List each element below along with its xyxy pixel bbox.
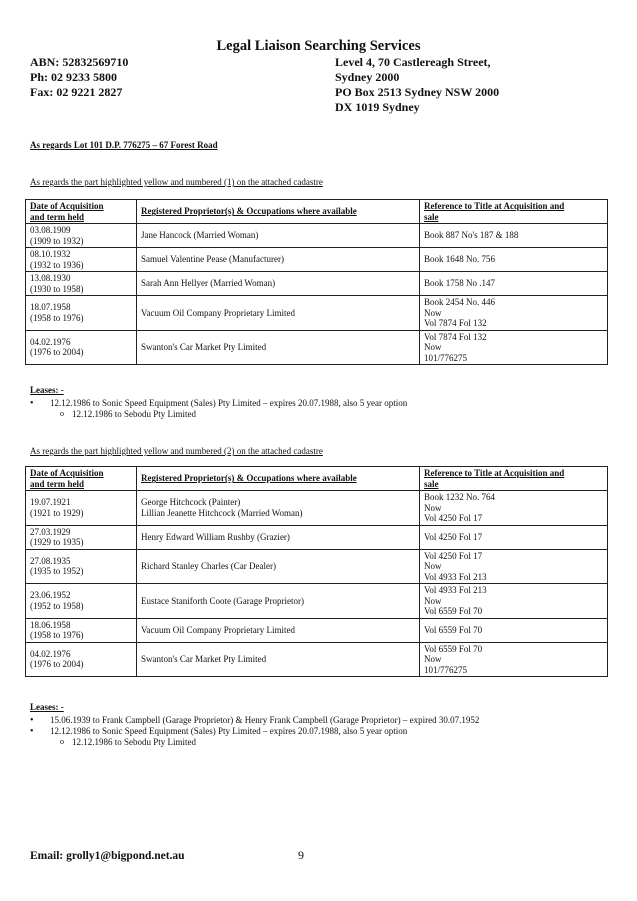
acquisition-date-cell [26, 224, 137, 248]
table-row [26, 525, 608, 549]
section1-heading: As regards the part highlighted yellow and numbered (1) on the attached cadastre [30, 177, 323, 187]
title-reference: Vol 6559 Fol 70 [424, 643, 483, 654]
address-line: DX 1019 Sydney [335, 100, 420, 114]
proprietor-cell [137, 296, 420, 331]
acquisition-date-cell [26, 618, 137, 642]
footer-email: Email: grolly1@bigpond.net.au [30, 850, 185, 862]
header-text: Date of Acquisition [30, 468, 104, 478]
table-row [26, 248, 608, 272]
header-text: sale [424, 478, 439, 489]
section1-title-table [25, 199, 608, 365]
term-held: (1929 to 1935) [30, 537, 84, 547]
section1-table-body [26, 224, 608, 365]
term-held: (1932 to 1936) [30, 259, 84, 270]
table-row [26, 330, 608, 365]
proprietor-name: Swanton's Car Market Pty Limited [141, 654, 267, 664]
acquisition-date: 19.07.1921 [30, 497, 71, 508]
title-reference: Vol 4933 Fol 213 [424, 571, 487, 582]
title-reference-cell [420, 330, 608, 365]
title-reference-cell [420, 618, 608, 642]
acquisition-date-cell [26, 584, 137, 619]
company-title: Legal Liaison Searching Services [216, 38, 421, 54]
lease-item: o 12.12.1986 to Sebodu Pty Limited [30, 737, 610, 748]
acquisition-date: 27.03.1929 [30, 526, 71, 537]
proprietor-name: Eustace Staniforth Coote (Garage Proprietor) [141, 595, 304, 606]
proprietor-name: Lillian Jeanette Hitchcock (Married Woman) [141, 507, 303, 518]
title-reference: Vol 4250 Fol 17 [424, 550, 483, 561]
proprietor-cell [137, 549, 420, 584]
date-column-header [26, 467, 137, 491]
title-reference: Vol 4250 Fol 17 [424, 513, 483, 523]
term-held: (1958 to 1976) [30, 312, 84, 323]
title-reference: Now [424, 561, 442, 571]
address-line: PO Box 2513 Sydney NSW 2000 [335, 85, 500, 99]
table-row [26, 618, 608, 642]
title-reference-cell [420, 549, 608, 584]
proprietor-column-header: Registered Proprietor(s) & Occupations where available [137, 200, 420, 224]
proprietor-cell [137, 248, 420, 272]
section2-leases-heading: Leases: - [30, 702, 64, 712]
acquisition-date-cell [26, 491, 137, 526]
title-reference: Now [424, 342, 442, 352]
page-number: 9 [298, 848, 304, 862]
title-reference: Book 2454 No. 446 [424, 297, 496, 307]
title-reference-cell [420, 525, 608, 549]
proprietor-cell [137, 642, 420, 677]
lease-item: • 15.06.1939 to Frank Campbell (Garage Proprietor) & Henry Frank Campbell (Garage Proprietor) – expired 30.07.1952 [30, 715, 610, 726]
table-header-row [26, 467, 608, 491]
proprietor-cell [137, 491, 420, 526]
title-reference-cell [420, 491, 608, 526]
acquisition-date-cell [26, 296, 137, 331]
title-reference-cell [420, 296, 608, 331]
title-reference: Vol 6559 Fol 70 [424, 606, 483, 616]
term-held: (1921 to 1929) [30, 507, 84, 518]
title-reference: Vol 4250 Fol 17 [424, 531, 483, 542]
proprietor-name: George Hitchcock (Painter) [141, 497, 241, 508]
reference-column-header [420, 467, 608, 491]
title-reference: Book 1648 No. 756 [424, 254, 496, 265]
acquisition-date: 13.08.1930 [30, 273, 71, 283]
acquisition-date-cell [26, 549, 137, 584]
header-text: sale [424, 211, 439, 222]
proprietor-name: Samuel Valentine Pease (Manufacturer) [141, 254, 285, 265]
header-text: Reference to Title at Acquisition and [424, 201, 565, 211]
acquisition-date-cell [26, 330, 137, 365]
title-reference-cell [420, 272, 608, 296]
proprietor-name: Vacuum Oil Company Proprietary Limited [141, 624, 295, 635]
table-row [26, 584, 608, 619]
acquisition-date: 27.08.1935 [30, 555, 71, 566]
acquisition-date-cell [26, 272, 137, 296]
section1-leases-heading: Leases: - [30, 385, 64, 395]
title-reference: Book 887 No's 187 & 188 [424, 230, 519, 241]
table-row [26, 224, 608, 248]
proprietor-cell [137, 224, 420, 248]
title-reference: Book 1232 No. 764 [424, 492, 496, 502]
proprietor-cell [137, 584, 420, 619]
acquisition-date: 23.06.1952 [30, 590, 71, 601]
title-reference-cell [420, 248, 608, 272]
acquisition-date: 04.02.1976 [30, 648, 71, 659]
title-reference: Vol 6559 Fol 70 [424, 624, 483, 635]
section2-table-body [26, 491, 608, 677]
term-held: (1976 to 2004) [30, 659, 84, 670]
date-column-header [26, 200, 137, 224]
proprietor-cell [137, 618, 420, 642]
title-reference: Vol 7874 Fol 132 [424, 318, 487, 328]
header-text: Reference to Title at Acquisition and [424, 468, 565, 478]
proprietor-cell [137, 272, 420, 296]
lease-item: o 12.12.1986 to Sebodu Pty Limited [30, 409, 610, 420]
term-held: (1958 to 1976) [30, 630, 84, 640]
title-reference: Book 1758 No .147 [424, 278, 496, 289]
title-reference: Now [424, 654, 442, 664]
title-reference-cell [420, 224, 608, 248]
title-reference: Now [424, 502, 442, 513]
proprietor-cell [137, 330, 420, 365]
title-reference: Now [424, 595, 442, 606]
acquisition-date: 08.10.1932 [30, 249, 71, 259]
section2-title-table [25, 466, 608, 677]
header-text: and term held [30, 211, 84, 222]
fax-line: Fax: 02 9221 2827 [30, 85, 123, 99]
term-held: (1930 to 1958) [30, 283, 84, 294]
proprietor-name: Henry Edward William Rushby (Grazier) [141, 531, 290, 542]
acquisition-date-cell [26, 642, 137, 677]
proprietor-name: Jane Hancock (Married Woman) [141, 230, 259, 241]
acquisition-date: 03.08.1909 [30, 225, 71, 235]
table-row [26, 549, 608, 584]
proprietor-cell [137, 525, 420, 549]
table-header-row [26, 200, 608, 224]
proprietor-name: Swanton's Car Market Pty Limited [141, 342, 267, 352]
acquisition-date-cell [26, 248, 137, 272]
section2-leases-list [30, 715, 610, 748]
term-held: (1952 to 1958) [30, 600, 84, 611]
proprietor-name: Vacuum Oil Company Proprietary Limited [141, 307, 295, 318]
title-reference-cell [420, 584, 608, 619]
acquisition-date-cell [26, 525, 137, 549]
address-line: Sydney 2000 [335, 70, 400, 84]
title-reference: 101/776275 [424, 664, 468, 675]
term-held: (1976 to 2004) [30, 347, 84, 358]
reference-column-header [420, 200, 608, 224]
header-text: Date of Acquisition [30, 201, 104, 211]
table-row [26, 272, 608, 296]
title-reference: Now [424, 307, 442, 318]
lease-item: • 12.12.1986 to Sonic Speed Equipment (Sales) Pty Limited – expires 20.07.1988, also 5 year option [30, 726, 610, 737]
term-held: (1909 to 1932) [30, 235, 84, 246]
acquisition-date: 18.06.1958 [30, 619, 71, 630]
title-reference: Vol 7874 Fol 132 [424, 331, 487, 342]
address-line: Level 4, 70 Castlereagh Street, [335, 55, 491, 69]
proprietor-column-header: Registered Proprietor(s) & Occupations where available [137, 467, 420, 491]
phone-line: Ph: 02 9233 5800 [30, 70, 117, 84]
section2-heading: As regards the part highlighted yellow and numbered (2) on the attached cadastre [30, 446, 323, 456]
proprietor-name: Richard Stanley Charles (Car Dealer) [141, 561, 276, 571]
title-reference-cell [420, 642, 608, 677]
title-reference: Vol 4933 Fol 213 [424, 585, 487, 595]
section1-leases-list [30, 398, 610, 420]
table-row [26, 491, 608, 526]
term-held: (1935 to 1952) [30, 566, 84, 577]
address-details [335, 55, 499, 115]
lease-item: • 12.12.1986 to Sonic Speed Equipment (Sales) Pty Limited – expires 20.07.1988, also 5 year option [30, 398, 610, 409]
contact-details [30, 55, 128, 100]
title-reference: 101/776275 [424, 352, 468, 363]
acquisition-date: 04.02.1976 [30, 336, 71, 347]
table-row [26, 296, 608, 331]
abn-line: ABN: 52832569710 [30, 55, 129, 69]
acquisition-date: 18.07.1958 [30, 302, 71, 313]
header-text: and term held [30, 478, 84, 489]
table-row [26, 642, 608, 677]
lot-heading: As regards Lot 101 D.P. 776275 – 67 Forest Road [30, 140, 218, 150]
proprietor-name: Sarah Ann Hellyer (Married Woman) [141, 278, 276, 289]
